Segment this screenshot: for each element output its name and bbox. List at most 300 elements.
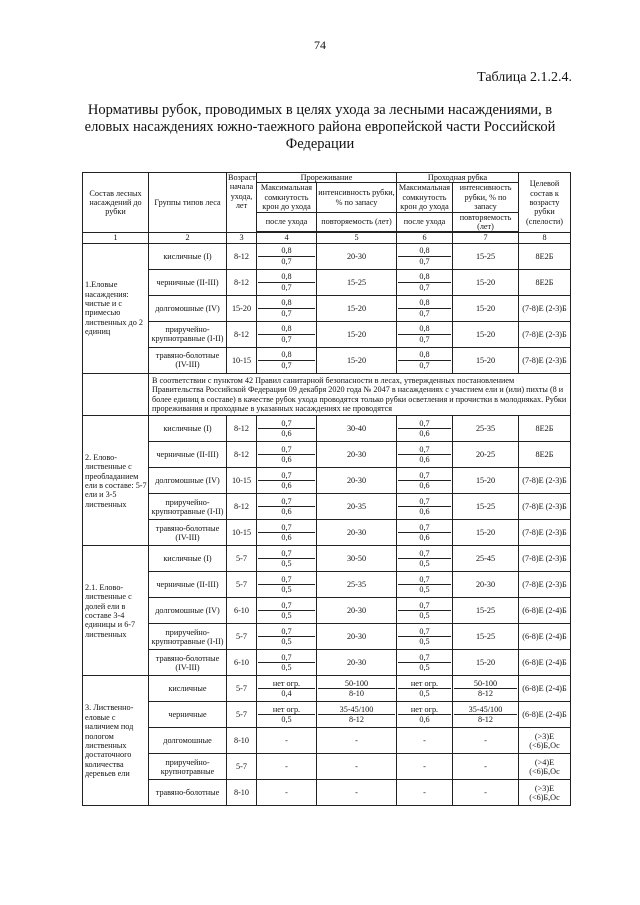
age-value: 8-12	[227, 416, 257, 442]
header-intensity: интенсивность рубки, % по запасу	[453, 183, 519, 212]
cell-value-bottom: 0,7	[281, 308, 292, 318]
target-composition: (7-8)Е (2-3)Б	[519, 295, 571, 321]
column-number: 2	[149, 233, 227, 243]
passing-intensity	[453, 676, 519, 702]
thinning-intensity	[317, 243, 397, 269]
age-value: 10-15	[227, 520, 257, 546]
thinning-intensity	[317, 442, 397, 468]
table-row	[83, 442, 571, 468]
cell-value-top: 20-30	[346, 251, 367, 261]
cell-value-top: 30-50	[346, 554, 367, 564]
cell-value-top: 0,7	[258, 575, 315, 585]
passing-intensity	[453, 624, 519, 650]
target-composition: (7-8)Е (2-3)Б	[519, 546, 571, 572]
header-after-care: после ухода	[397, 212, 453, 232]
group-name: 2. Елово-лиственные с преобладанием ели в составе: 5-7 ели и 3-5 лиственных	[83, 416, 149, 546]
cell-value-top: 0,7	[398, 627, 451, 637]
cell-value-top: 15-20	[475, 658, 496, 668]
cell-value-bottom: 0,7	[419, 256, 430, 266]
cell-value-bottom: 0,5	[281, 611, 292, 621]
age-value: 8-12	[227, 243, 257, 269]
thinning-closure	[257, 321, 317, 347]
table-row	[83, 728, 571, 754]
column-number: 6	[397, 233, 453, 243]
passing-closure	[397, 416, 453, 442]
table-row	[83, 598, 571, 624]
cell-value-top: 20-25	[475, 450, 496, 460]
cell-value-top: нет огр.	[398, 679, 451, 689]
cell-value-top: 20-30	[475, 580, 496, 590]
passing-closure	[397, 728, 453, 754]
table-row	[83, 416, 571, 442]
cell-value-top: нет огр.	[258, 705, 315, 715]
passing-intensity	[453, 468, 519, 494]
cell-value-bottom: 0,5	[419, 689, 430, 699]
cell-value-top: 20-30	[346, 450, 367, 460]
age-value: 8-12	[227, 494, 257, 520]
passing-intensity	[453, 598, 519, 624]
cell-value-top: 0,7	[258, 601, 315, 611]
header-repeat: повторяемость (лет)	[317, 212, 397, 232]
passing-intensity	[453, 754, 519, 780]
forest-type: травяно-болотные (IV-III)	[149, 347, 227, 373]
cell-value-top: 0,8	[398, 350, 451, 360]
passing-intensity	[453, 546, 519, 572]
passing-intensity	[453, 728, 519, 754]
cell-value-top: 25-35	[475, 424, 496, 434]
thinning-intensity	[317, 546, 397, 572]
forest-type: приручейно-крупнотравные (I-II)	[149, 321, 227, 347]
target-composition: 8Е2Б	[519, 442, 571, 468]
cell-value-top: 15-20	[475, 355, 496, 365]
sanitary-note: В соответствии с пунктом 42 Правил санитарной безопасности в лесах, утвержденных постановлением Правительства Российской Федерации 09 декабря 2020 года № 2047 в насаждениях с участием ели и (или) пихты (8 и более единиц в составе) в качестве рубок ухода проводятся только рубки осветления и прочистки в молодняках. Рубки прореживания и проходные в указанных насаждениях не проводятся	[149, 373, 571, 416]
cell-value-top: 15-20	[346, 329, 367, 339]
thinning-intensity	[317, 347, 397, 373]
thinning-closure	[257, 442, 317, 468]
passing-closure	[397, 546, 453, 572]
cell-value-top: 20-30	[346, 528, 367, 538]
target-composition: (6-8)Е (2-4)Б	[519, 702, 571, 728]
forest-type: черничные	[149, 702, 227, 728]
forest-type: долгомошные	[149, 728, 227, 754]
forest-type: травяно-болотные	[149, 780, 227, 806]
thinning-closure	[257, 546, 317, 572]
cell-value-top: 0,7	[258, 497, 315, 507]
cell-value-top: 0,8	[258, 324, 315, 334]
cell-value-bottom: 0,5	[419, 663, 430, 673]
passing-closure	[397, 520, 453, 546]
target-composition: (7-8)Е (2-3)Б	[519, 321, 571, 347]
age-value: 8-12	[227, 321, 257, 347]
thinning-closure	[257, 624, 317, 650]
thinning-closure	[257, 650, 317, 676]
table-row	[83, 347, 571, 373]
passing-closure	[397, 572, 453, 598]
target-composition: 8Е2Б	[519, 416, 571, 442]
cell-value-top: 0,7	[398, 445, 451, 455]
age-value: 5-7	[227, 676, 257, 702]
group-name: 3. Лиственно-еловые с наличием под пологом лиственных достаточного количества деревьев ели	[83, 676, 149, 806]
cell-value-top: 0,8	[398, 272, 451, 282]
group-name: 1.Еловые насаждения: чистые и с примесью лиственных до 2 единиц	[83, 243, 149, 373]
cell-value-top: -	[423, 762, 426, 772]
forest-type: травяно-болотные (IV-III)	[149, 520, 227, 546]
thinning-intensity	[317, 494, 397, 520]
cell-value-top: 15-20	[346, 355, 367, 365]
age-value: 10-15	[227, 468, 257, 494]
cell-value-top: -	[285, 762, 288, 772]
target-composition: (6-8)Е (2-4)Б	[519, 624, 571, 650]
header-max-closure: Максимальная сомкнутость крон до ухода	[257, 183, 317, 212]
cell-value-bottom: 0,6	[281, 481, 292, 491]
passing-intensity	[453, 416, 519, 442]
cell-value-top: 30-40	[346, 424, 367, 434]
passing-intensity	[453, 295, 519, 321]
forest-type: травяно-болотные (IV-III)	[149, 650, 227, 676]
thinning-closure	[257, 494, 317, 520]
forest-type: долгомошные (IV)	[149, 468, 227, 494]
header-target: Целевой состав к возрасту рубки (спелости)	[519, 173, 571, 233]
thinning-intensity	[317, 520, 397, 546]
target-composition: 8Е2Б	[519, 269, 571, 295]
cell-value-bottom: 0,5	[419, 585, 430, 595]
thinning-intensity	[317, 780, 397, 806]
forest-type: черничные (II-III)	[149, 269, 227, 295]
cell-value-top: -	[484, 736, 487, 746]
table-row	[83, 295, 571, 321]
cell-value-top: 0,7	[258, 471, 315, 481]
cell-value-bottom: 0,7	[281, 256, 292, 266]
thinning-intensity	[317, 754, 397, 780]
cell-value-bottom: 0,6	[281, 533, 292, 543]
thinning-intensity	[317, 624, 397, 650]
forest-type: приручейно-крупнотравные	[149, 754, 227, 780]
target-composition: (6-8)Е (2-4)Б	[519, 650, 571, 676]
cell-value-top: 15-20	[475, 303, 496, 313]
thinning-intensity	[317, 572, 397, 598]
cell-value-top: 20-30	[346, 476, 367, 486]
cell-value-top: нет огр.	[398, 705, 451, 715]
table-row	[83, 546, 571, 572]
cell-value-top: 0,7	[258, 549, 315, 559]
thinning-intensity	[317, 295, 397, 321]
thinning-intensity	[317, 676, 397, 702]
cell-value-top: 35-45/100	[318, 705, 395, 715]
cell-value-top: -	[355, 762, 358, 772]
page-number: 74	[314, 38, 326, 52]
thinning-closure	[257, 702, 317, 728]
thinning-closure	[257, 243, 317, 269]
column-number: 5	[317, 233, 397, 243]
passing-closure	[397, 269, 453, 295]
thinning-closure	[257, 780, 317, 806]
passing-intensity	[453, 494, 519, 520]
cell-value-bottom: 0,6	[281, 507, 292, 517]
cell-value-top: 20-35	[346, 502, 367, 512]
passing-closure	[397, 598, 453, 624]
table-row	[83, 468, 571, 494]
cell-value-bottom: 8-10	[348, 689, 364, 699]
thinning-closure	[257, 295, 317, 321]
cell-value-top: 15-20	[475, 329, 496, 339]
passing-closure	[397, 650, 453, 676]
age-value: 5-7	[227, 572, 257, 598]
passing-closure	[397, 676, 453, 702]
cell-value-bottom: 0,7	[419, 282, 430, 292]
thinning-intensity	[317, 728, 397, 754]
cell-value-top: 0,7	[258, 445, 315, 455]
cell-value-top: 0,7	[398, 523, 451, 533]
age-value: 6-10	[227, 650, 257, 676]
forest-type: кисличные (I)	[149, 416, 227, 442]
cell-value-top: 25-35	[346, 580, 367, 590]
cell-value-top: 0,7	[258, 419, 315, 429]
thinning-closure	[257, 572, 317, 598]
cell-value-top: 0,8	[398, 324, 451, 334]
passing-closure	[397, 243, 453, 269]
passing-closure	[397, 321, 453, 347]
target-composition: (>3)Е (<6)Б,Ос	[519, 728, 571, 754]
table-row	[83, 243, 571, 269]
target-composition: (6-8)Е (2-4)Б	[519, 676, 571, 702]
thinning-closure	[257, 416, 317, 442]
header-max-closure: Максимальная сомкнутость крон до ухода	[397, 183, 453, 212]
cell-value-bottom: 0,7	[419, 308, 430, 318]
cell-value-top: 0,7	[258, 523, 315, 533]
cell-value-top: 50-100	[318, 679, 395, 689]
thinning-intensity	[317, 702, 397, 728]
age-value: 5-7	[227, 702, 257, 728]
cell-value-bottom: 0,5	[281, 715, 292, 725]
table-row	[83, 520, 571, 546]
passing-intensity	[453, 442, 519, 468]
cell-value-top: -	[484, 762, 487, 772]
cell-value-bottom: 0,6	[281, 429, 292, 439]
thinning-intensity	[317, 321, 397, 347]
table-row	[83, 494, 571, 520]
column-number: 4	[257, 233, 317, 243]
cell-value-bottom: 0,5	[281, 585, 292, 595]
table-row	[83, 572, 571, 598]
age-value: 8-12	[227, 269, 257, 295]
passing-intensity	[453, 650, 519, 676]
passing-intensity	[453, 243, 519, 269]
cell-value-top: 15-25	[475, 251, 496, 261]
table-row	[83, 650, 571, 676]
cell-value-top: 15-25	[475, 632, 496, 642]
thinning-closure	[257, 468, 317, 494]
cell-value-bottom: 0,7	[281, 360, 292, 370]
forest-type: кисличные (I)	[149, 546, 227, 572]
table-row	[83, 321, 571, 347]
cell-value-top: 20-30	[346, 658, 367, 668]
target-composition: (7-8)Е (2-3)Б	[519, 494, 571, 520]
cell-value-bottom: 8-12	[348, 715, 364, 725]
forest-type: черничные (II-III)	[149, 572, 227, 598]
passing-closure	[397, 347, 453, 373]
cell-value-top: 0,8	[398, 298, 451, 308]
column-number: 7	[453, 233, 519, 243]
passing-intensity	[453, 702, 519, 728]
table-row	[83, 269, 571, 295]
age-value: 15-20	[227, 295, 257, 321]
cell-value-bottom: 0,6	[419, 429, 430, 439]
cell-value-bottom: 0,6	[419, 715, 430, 725]
column-number: 1	[83, 233, 149, 243]
passing-intensity	[453, 572, 519, 598]
cell-value-bottom: 8-12	[477, 715, 493, 725]
cell-value-top: -	[423, 736, 426, 746]
cell-value-bottom: 0,7	[281, 334, 292, 344]
table-row	[83, 754, 571, 780]
table-label: Таблица 2.1.2.4.	[477, 70, 572, 85]
cell-value-bottom: 0,5	[281, 559, 292, 569]
cell-value-top: -	[484, 788, 487, 798]
table-row	[83, 676, 571, 702]
cell-value-top: -	[285, 736, 288, 746]
target-composition: (7-8)Е (2-3)Б	[519, 468, 571, 494]
passing-closure	[397, 468, 453, 494]
cell-value-bottom: 0,6	[419, 533, 430, 543]
cell-value-top: 0,7	[398, 471, 451, 481]
cell-value-top: 20-30	[346, 606, 367, 616]
passing-intensity	[453, 321, 519, 347]
thinning-intensity	[317, 598, 397, 624]
cell-value-bottom: 8-12	[477, 689, 493, 699]
target-composition: (7-8)Е (2-3)Б	[519, 520, 571, 546]
cell-value-top: -	[355, 736, 358, 746]
forest-type: приручейно-крупнотравные (I-II)	[149, 624, 227, 650]
target-composition: (7-8)Е (2-3)Б	[519, 347, 571, 373]
passing-intensity	[453, 347, 519, 373]
target-composition: (>4)Е (<6)Б,Ос	[519, 754, 571, 780]
cell-value-top: 0,8	[258, 298, 315, 308]
header-intensity: интенсивность рубки, % по запасу	[317, 183, 397, 212]
cell-value-top: -	[355, 788, 358, 798]
cell-value-top: 0,7	[398, 653, 451, 663]
cell-value-bottom: 0,5	[281, 663, 292, 673]
header-composition: Состав лесных насаждений до рубки	[83, 173, 149, 233]
cell-value-top: 15-25	[475, 606, 496, 616]
cell-value-top: 0,7	[398, 419, 451, 429]
header-after-care: после ухода	[257, 212, 317, 232]
header-forest-types: Группы типов леса	[149, 173, 227, 233]
target-composition: (7-8)Е (2-3)Б	[519, 572, 571, 598]
cell-value-top: 0,8	[258, 350, 315, 360]
target-composition: (>3)Е (<6)Б,Ос	[519, 780, 571, 806]
note-row	[83, 373, 571, 416]
target-composition: (6-8)Е (2-4)Б	[519, 598, 571, 624]
passing-closure	[397, 780, 453, 806]
thinning-closure	[257, 269, 317, 295]
cell-value-top: 0,7	[398, 575, 451, 585]
cell-value-top: 0,7	[258, 653, 315, 663]
cell-value-top: 0,8	[258, 272, 315, 282]
cell-value-top: 15-25	[475, 502, 496, 512]
thinning-closure	[257, 520, 317, 546]
cell-value-top: 15-20	[346, 303, 367, 313]
cell-value-bottom: 0,6	[419, 507, 430, 517]
cell-value-top: нет огр.	[258, 679, 315, 689]
passing-closure	[397, 754, 453, 780]
age-value: 8-10	[227, 728, 257, 754]
header-age: Возраст начала ухода, лет	[227, 173, 257, 233]
header-repeat: повторяемость (лет)	[453, 212, 519, 232]
thinning-closure	[257, 676, 317, 702]
cell-value-top: -	[285, 788, 288, 798]
column-number: 8	[519, 233, 571, 243]
column-number: 3	[227, 233, 257, 243]
cell-value-bottom: 0,5	[281, 637, 292, 647]
thinning-closure	[257, 598, 317, 624]
passing-intensity	[453, 780, 519, 806]
cell-value-top: 35-45/100	[454, 705, 517, 715]
cell-value-top: 0,7	[398, 497, 451, 507]
cell-value-bottom: 0,6	[419, 481, 430, 491]
age-value: 5-7	[227, 624, 257, 650]
cell-value-top: 0,7	[398, 549, 451, 559]
passing-intensity	[453, 520, 519, 546]
forest-type: кисличные	[149, 676, 227, 702]
forest-type: кисличные (I)	[149, 243, 227, 269]
age-value: 6-10	[227, 598, 257, 624]
cell-value-bottom: 0,7	[419, 360, 430, 370]
cell-value-bottom: 0,7	[281, 282, 292, 292]
age-value: 5-7	[227, 546, 257, 572]
cell-value-top: 0,8	[258, 246, 315, 256]
cell-value-top: 15-20	[475, 277, 496, 287]
age-value: 8-10	[227, 780, 257, 806]
passing-intensity	[453, 269, 519, 295]
cell-value-top: 0,7	[398, 601, 451, 611]
table-row	[83, 624, 571, 650]
header-thinning: Прореживание	[257, 173, 397, 183]
passing-closure	[397, 295, 453, 321]
document-title: Нормативы рубок, проводимых в целях ухода за лесными насаждениями, в еловых насаждениях южно-таежного района европейской части Российской Федерации	[84, 102, 556, 152]
passing-closure	[397, 702, 453, 728]
forest-type: долгомошные (IV)	[149, 295, 227, 321]
cell-value-top: 20-30	[346, 632, 367, 642]
cell-value-top: -	[423, 788, 426, 798]
cell-value-bottom: 0,6	[281, 455, 292, 465]
thinning-closure	[257, 754, 317, 780]
passing-closure	[397, 494, 453, 520]
group-name: 2.1. Елово-лиственные с долей ели в составе 3-4 единицы и 6-7 лиственных	[83, 546, 149, 676]
forest-type: приручейно-крупнотравные (I-II)	[149, 494, 227, 520]
cell-value-top: 15-25	[346, 277, 367, 287]
age-value: 8-12	[227, 442, 257, 468]
cell-value-bottom: 0,5	[419, 559, 430, 569]
cell-value-top: 15-20	[475, 476, 496, 486]
cell-value-bottom: 0,4	[281, 689, 292, 699]
norms-table	[82, 172, 571, 806]
cell-value-top: 0,7	[258, 627, 315, 637]
header-passing-cut: Проходная рубка	[397, 173, 519, 183]
cell-value-top: 15-20	[475, 528, 496, 538]
cell-value-bottom: 0,5	[419, 611, 430, 621]
table-row	[83, 702, 571, 728]
thinning-intensity	[317, 416, 397, 442]
forest-type: черничные (II-III)	[149, 442, 227, 468]
cell-value-bottom: 0,7	[419, 334, 430, 344]
cell-value-top: 0,8	[398, 246, 451, 256]
note-spacer	[83, 373, 149, 416]
thinning-intensity	[317, 269, 397, 295]
passing-closure	[397, 442, 453, 468]
cell-value-bottom: 0,5	[419, 637, 430, 647]
cell-value-top: 25-45	[475, 554, 496, 564]
thinning-closure	[257, 347, 317, 373]
